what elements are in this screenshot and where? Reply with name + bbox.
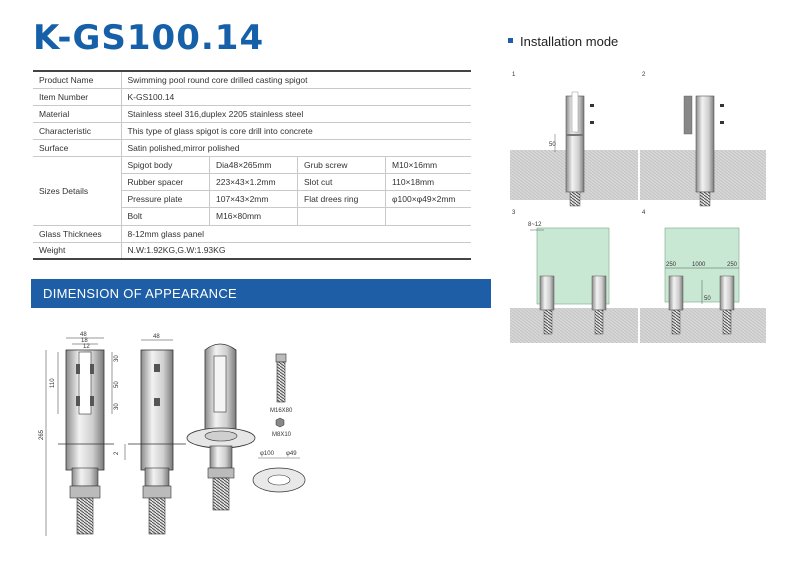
spec-value: N.W:1.92KG,G.W:1.93KG [121, 242, 471, 259]
dim-width-48b: 48 [153, 334, 160, 340]
installation-heading-text: Installation mode [520, 34, 619, 49]
spec-value: K-GS100.14 [121, 88, 471, 105]
size-value: φ100×φ49×2mm [386, 191, 472, 208]
spec-value: Swimming pool round core drilled casting spigot [121, 71, 471, 88]
size-value: M10×16mm [386, 157, 472, 174]
size-value: 223×43×1.2mm [210, 174, 298, 191]
product-code-title: K-GS100.14 [33, 18, 265, 58]
spec-value: Satin polished,mirror polished [121, 139, 471, 156]
install-step-2 [640, 96, 766, 206]
install-step-number: 1 [512, 72, 516, 78]
bolt-label: M16X80 [270, 408, 293, 414]
dim-width-48: 48 [80, 332, 87, 338]
size-name: Grub screw [298, 157, 386, 174]
ring-outer-label: φ100 [260, 451, 274, 457]
dim-height-110: 110 [50, 378, 56, 388]
size-value: Dia48×265mm [210, 157, 298, 174]
size-name: Bolt [122, 208, 210, 225]
dim-inner-12: 12 [83, 344, 90, 350]
spec-label: Characteristic [33, 122, 121, 139]
size-name: Spigot body [122, 157, 210, 174]
dimension-section-header: DIMENSION OF APPEARANCE [31, 279, 491, 308]
install-step-1 [510, 92, 638, 206]
install-step-number: 4 [642, 210, 646, 216]
size-value: 110×18mm [386, 174, 472, 191]
spec-label: Product Name [33, 71, 121, 88]
dim-inner-18: 18 [81, 338, 88, 344]
spec-value: 8-12mm glass panel [121, 225, 471, 242]
install-width-250b: 250 [727, 262, 738, 268]
dim-height-30a: 30 [114, 355, 120, 362]
spec-label: Surface [33, 139, 121, 156]
size-name: Rubber spacer [122, 174, 210, 191]
install-height-50: 50 [704, 296, 711, 302]
size-name: Pressure plate [122, 191, 210, 208]
spec-value: Stainless steel 316,duplex 2205 stainless steel [121, 105, 471, 122]
install-step-number: 2 [642, 72, 646, 78]
spec-label: Sizes Details [33, 156, 121, 225]
spec-label: Glass Thicknees [33, 225, 121, 242]
dim-height-50: 50 [114, 381, 120, 388]
install-width-1000: 1000 [692, 262, 706, 268]
dim-height-30b: 30 [114, 403, 120, 410]
install-depth-label: 50 [549, 142, 556, 148]
install-step-4 [640, 228, 766, 343]
dim-height-265: 265 [39, 429, 45, 440]
spec-value: This type of glass spigot is core drill into concrete [121, 122, 471, 139]
size-name: Slot cut [298, 174, 386, 191]
nut-label: M8X10 [272, 432, 292, 438]
spec-label: Material [33, 105, 121, 122]
install-width-250a: 250 [666, 262, 677, 268]
install-step-3 [510, 228, 638, 343]
size-name: Flat drees ring [298, 191, 386, 208]
spec-label: Weight [33, 242, 121, 259]
install-glass-gap-label: 8~12 [528, 222, 542, 228]
size-value: M16×80mm [210, 208, 298, 225]
install-step-number: 3 [512, 210, 516, 216]
size-value: 107×43×2mm [210, 191, 298, 208]
spec-label: Item Number [33, 88, 121, 105]
ring-inner-label: φ49 [286, 451, 297, 457]
dim-height-2: 2 [114, 451, 120, 455]
